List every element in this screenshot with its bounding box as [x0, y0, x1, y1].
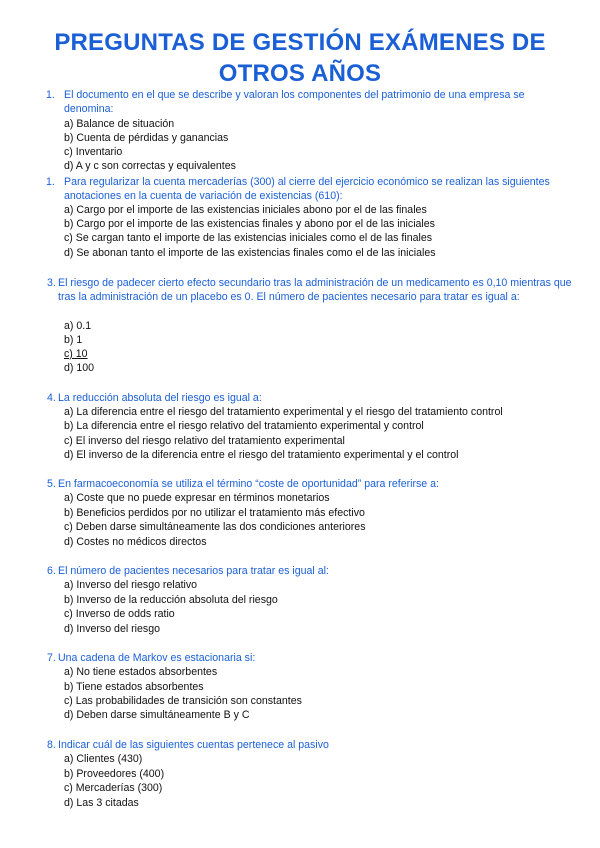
option-a: a) No tiene estados absorbentes — [64, 666, 218, 678]
option-d: d) Costes no médicos directos — [64, 536, 207, 548]
question-number: 7. — [47, 652, 56, 664]
question-text: El riesgo de padecer cierto efecto secundario tras la administración de un medicamento es 0,10 mientras que tras la administración de un placebo es 0. El número de pacientes necesario para tratar es igual a: — [58, 277, 572, 304]
option-d: d) A y c son correctas y equivalentes — [64, 160, 236, 172]
option-c: c) Mercaderías (300) — [64, 782, 163, 794]
option-a: a) Cargo por el importe de las existencias iniciales abono por el de las finales — [64, 204, 427, 216]
option-a: a) Clientes (430) — [64, 753, 143, 765]
option-b: b) Cuenta de pérdidas y ganancias — [64, 132, 229, 144]
option-b: b) Tiene estados absorbentes — [64, 681, 204, 693]
title-line-1: PREGUNTAS DE GESTIÓN EXÁMENES DE — [54, 29, 546, 56]
question-number: 6. — [47, 565, 56, 577]
question-text: Indicar cuál de las siguientes cuentas pertenece al pasivo — [58, 739, 329, 751]
option-d: d) Inverso del riesgo — [64, 623, 160, 635]
title-line-2: OTROS AÑOS — [218, 60, 382, 87]
option-c: c) Deben darse simultáneamente las dos condiciones anteriores — [64, 521, 366, 533]
option-b: b) La diferencia entre el riesgo relativo del tratamiento experimental y control — [64, 420, 424, 432]
option-c: c) Inventario — [64, 146, 123, 158]
question-number: 1. — [46, 89, 55, 101]
option-d: d) Deben darse simultáneamente B y C — [64, 709, 250, 721]
question-text: En farmacoeconomía se utiliza el término “coste de oportunidad” para referirse a: — [58, 478, 439, 490]
option-b: b) Proveedores (400) — [64, 768, 165, 780]
question-number: 3. — [47, 277, 56, 289]
option-a: a) Balance de situación — [64, 118, 175, 130]
option-a: a) La diferencia entre el riesgo del tratamiento experimental y el riesgo del tratamiento control — [64, 406, 503, 418]
question-number: 8. — [47, 739, 56, 751]
option-b: b) Beneficios perdidos por no utilizar el tratamiento más efectivo — [64, 507, 365, 519]
question-number: 1. — [46, 176, 55, 188]
option-b: b) 1 — [64, 334, 83, 346]
option-b: b) Inverso de la reducción absoluta del riesgo — [64, 594, 278, 606]
option-a: a) Coste que no puede expresar en términos monetarios — [64, 492, 330, 504]
option-d: d) Se abonan tanto el importe de las existencias finales como el de las iniciales — [64, 247, 436, 259]
option-c: c) El inverso del riesgo relativo del tratamiento experimental — [64, 435, 345, 447]
question-text: Para regularizar la cuenta mercaderías (300) al cierre del ejercicio económico se realizan las siguientes anotaciones en la cuenta de variación de existencias (610): — [64, 176, 550, 203]
question-text: El número de pacientes necesarios para tratar es igual al: — [58, 565, 329, 577]
question-text: Una cadena de Markov es estacionaria si: — [58, 652, 256, 664]
question-text: La reducción absoluta del riesgo es igual a: — [58, 392, 262, 404]
question-text: El documento en el que se describe y valoran los componentes del patrimonio de una empresa se denomina: — [64, 89, 525, 116]
option-d: d) 100 — [64, 362, 95, 374]
question-number: 5. — [47, 478, 56, 490]
question-number: 4. — [47, 392, 56, 404]
option-c: c) Las probabilidades de transición son constantes — [64, 695, 302, 707]
option-c: c) 10 — [64, 348, 88, 360]
option-a: a) 0.1 — [64, 320, 92, 332]
option-b: b) Cargo por el importe de las existencias finales y abono por el de las iniciales — [64, 218, 435, 230]
option-d: d) Las 3 citadas — [64, 797, 139, 809]
option-a: a) Inverso del riesgo relativo — [64, 579, 198, 591]
option-d: d) El inverso de la diferencia entre el riesgo del tratamiento experimental y el control — [64, 449, 459, 461]
option-c: c) Inverso de odds ratio — [64, 608, 175, 620]
option-c: c) Se cargan tanto el importe de las existencias iniciales como el de las finales — [64, 232, 433, 244]
